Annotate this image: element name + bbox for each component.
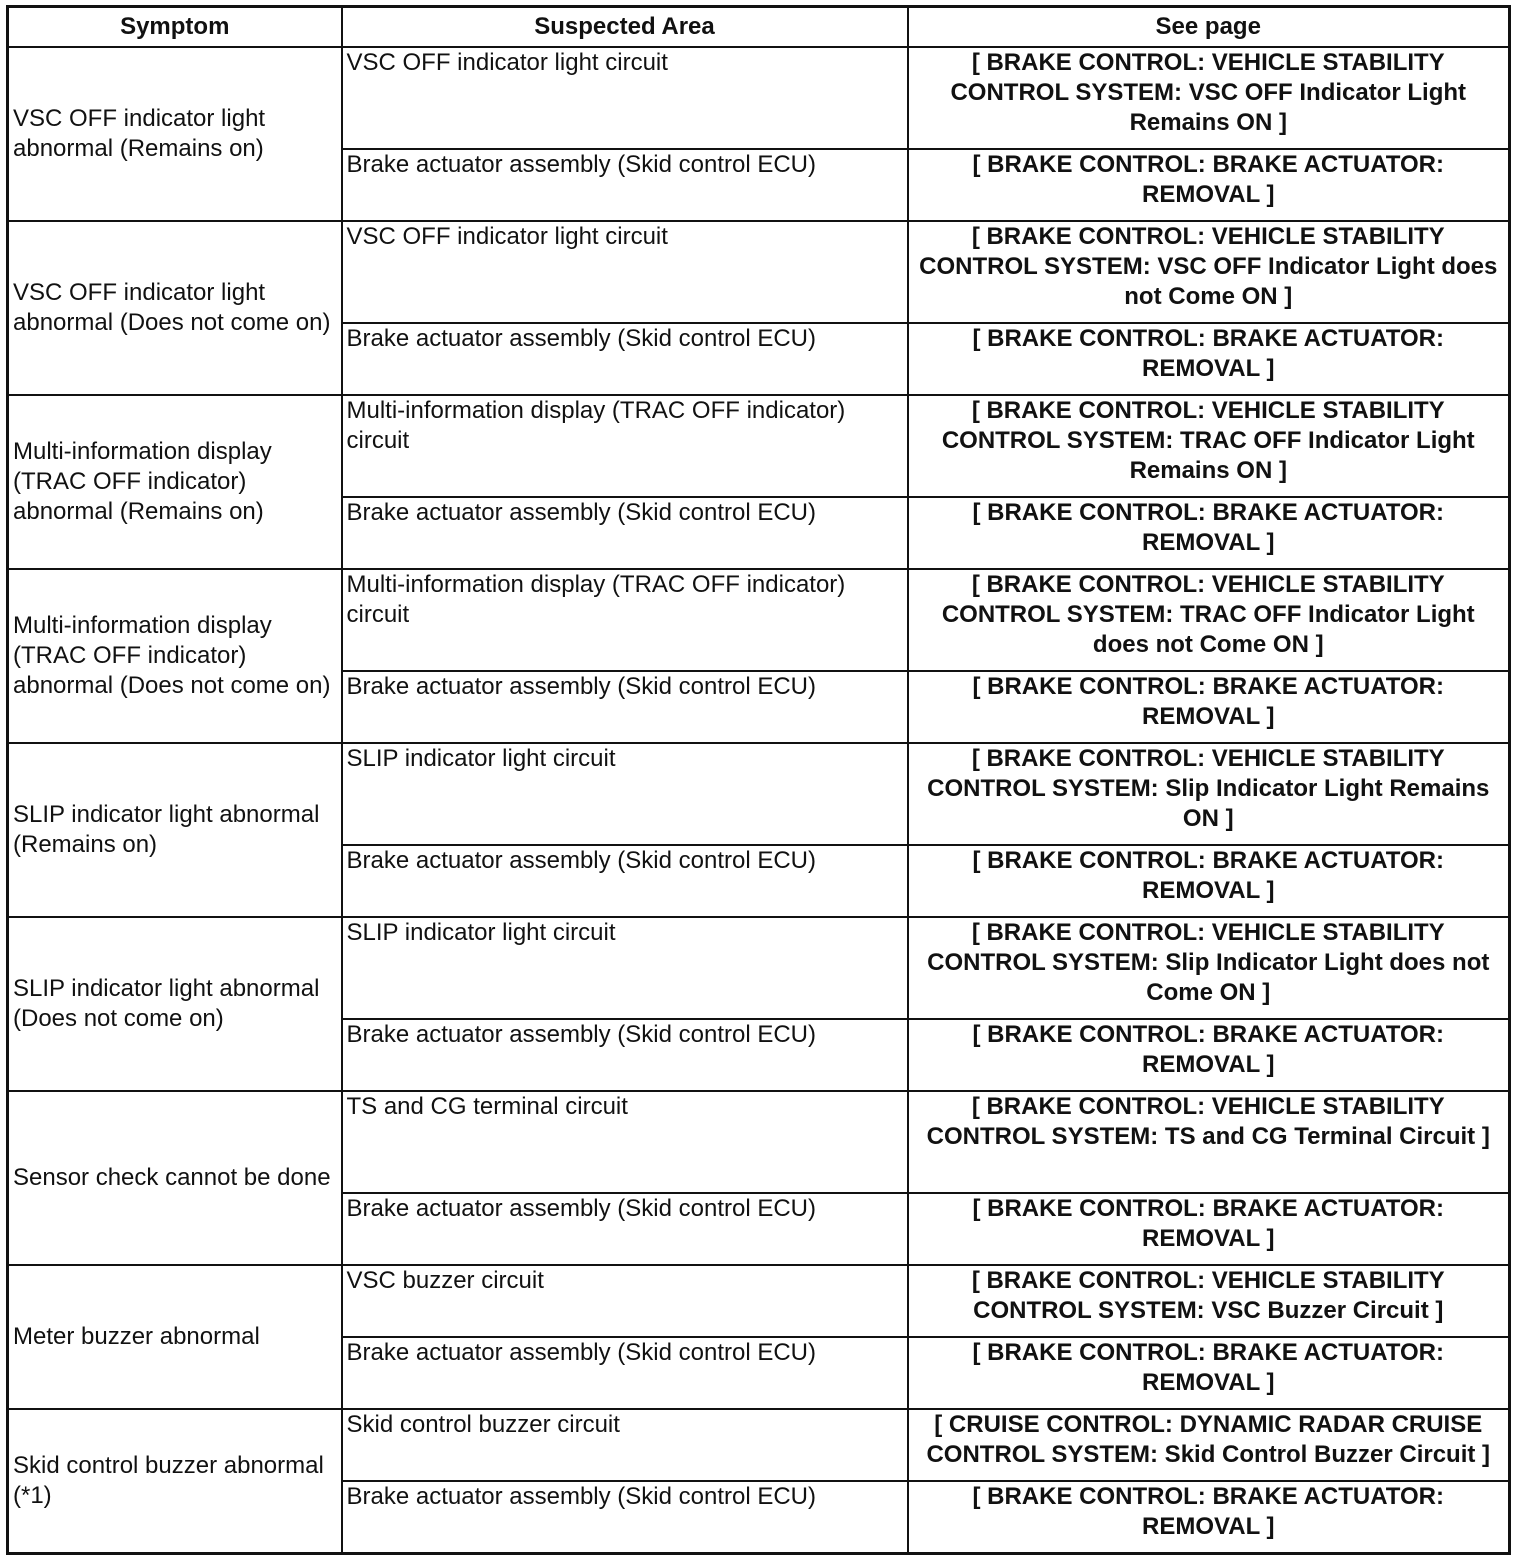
table-row xyxy=(8,47,1510,149)
symptom-cell: Meter buzzer abnormal xyxy=(8,1265,342,1409)
see-page-link[interactable]: [ BRAKE CONTROL: BRAKE ACTUATOR: REMOVAL ] xyxy=(908,497,1510,569)
symptom-table xyxy=(6,5,1511,1555)
table-row xyxy=(8,917,1510,1019)
suspected-area-cell: VSC OFF indicator light circuit xyxy=(342,47,908,149)
see-page-link[interactable]: [ BRAKE CONTROL: BRAKE ACTUATOR: REMOVAL ] xyxy=(908,671,1510,743)
table-row xyxy=(8,1409,1510,1481)
see-page-link[interactable]: [ BRAKE CONTROL: BRAKE ACTUATOR: REMOVAL ] xyxy=(908,1193,1510,1265)
suspected-area-cell: SLIP indicator light circuit xyxy=(342,743,908,845)
suspected-area-cell: Multi-information display (TRAC OFF indicator) circuit xyxy=(342,569,908,671)
see-page-link[interactable]: [ BRAKE CONTROL: VEHICLE STABILITY CONTROL SYSTEM: TRAC OFF Indicator Light Remains ON ] xyxy=(908,395,1510,497)
suspected-area-cell: VSC buzzer circuit xyxy=(342,1265,908,1337)
see-page-link[interactable]: [ BRAKE CONTROL: BRAKE ACTUATOR: REMOVAL ] xyxy=(908,1337,1510,1409)
suspected-area-cell: Brake actuator assembly (Skid control ECU) xyxy=(342,1193,908,1265)
suspected-area-cell: Brake actuator assembly (Skid control ECU) xyxy=(342,497,908,569)
see-page-link[interactable]: [ BRAKE CONTROL: BRAKE ACTUATOR: REMOVAL ] xyxy=(908,1019,1510,1091)
header-symptom: Symptom xyxy=(8,7,342,48)
header-suspected-area: Suspected Area xyxy=(342,7,908,48)
suspected-area-cell: SLIP indicator light circuit xyxy=(342,917,908,1019)
symptom-cell: Multi-information display (TRAC OFF indicator) abnormal (Remains on) xyxy=(8,395,342,569)
header-see-page: See page xyxy=(908,7,1510,48)
see-page-link[interactable]: [ BRAKE CONTROL: VEHICLE STABILITY CONTROL SYSTEM: TS and CG Terminal Circuit ] xyxy=(908,1091,1510,1193)
table-row xyxy=(8,743,1510,845)
symptom-cell: Multi-information display (TRAC OFF indicator) abnormal (Does not come on) xyxy=(8,569,342,743)
table-row xyxy=(8,569,1510,671)
table-row xyxy=(8,1091,1510,1193)
see-page-link[interactable]: [ BRAKE CONTROL: BRAKE ACTUATOR: REMOVAL ] xyxy=(908,1481,1510,1553)
see-page-link[interactable]: [ BRAKE CONTROL: BRAKE ACTUATOR: REMOVAL ] xyxy=(908,149,1510,221)
header-row xyxy=(8,7,1510,48)
see-page-link[interactable]: [ BRAKE CONTROL: BRAKE ACTUATOR: REMOVAL ] xyxy=(908,845,1510,917)
suspected-area-cell: Brake actuator assembly (Skid control ECU) xyxy=(342,149,908,221)
suspected-area-cell: Multi-information display (TRAC OFF indicator) circuit xyxy=(342,395,908,497)
suspected-area-cell: Brake actuator assembly (Skid control ECU) xyxy=(342,1337,908,1409)
suspected-area-cell: Brake actuator assembly (Skid control ECU) xyxy=(342,323,908,395)
suspected-area-cell: TS and CG terminal circuit xyxy=(342,1091,908,1193)
symptom-cell: VSC OFF indicator light abnormal (Remains on) xyxy=(8,47,342,221)
symptom-cell: SLIP indicator light abnormal (Remains on) xyxy=(8,743,342,917)
suspected-area-cell: Brake actuator assembly (Skid control ECU) xyxy=(342,671,908,743)
symptom-cell: SLIP indicator light abnormal (Does not come on) xyxy=(8,917,342,1091)
symptom-cell: Sensor check cannot be done xyxy=(8,1091,342,1265)
see-page-link[interactable]: [ CRUISE CONTROL: DYNAMIC RADAR CRUISE CONTROL SYSTEM: Skid Control Buzzer Circuit ] xyxy=(908,1409,1510,1481)
suspected-area-cell: Brake actuator assembly (Skid control ECU) xyxy=(342,845,908,917)
suspected-area-cell: Skid control buzzer circuit xyxy=(342,1409,908,1481)
suspected-area-cell: VSC OFF indicator light circuit xyxy=(342,221,908,323)
see-page-link[interactable]: [ BRAKE CONTROL: BRAKE ACTUATOR: REMOVAL ] xyxy=(908,323,1510,395)
see-page-link[interactable]: [ BRAKE CONTROL: VEHICLE STABILITY CONTROL SYSTEM: VSC Buzzer Circuit ] xyxy=(908,1265,1510,1337)
table-row xyxy=(8,395,1510,497)
table-row xyxy=(8,221,1510,323)
suspected-area-cell: Brake actuator assembly (Skid control ECU) xyxy=(342,1481,908,1553)
see-page-link[interactable]: [ BRAKE CONTROL: VEHICLE STABILITY CONTROL SYSTEM: TRAC OFF Indicator Light does not Come ON ] xyxy=(908,569,1510,671)
suspected-area-cell: Brake actuator assembly (Skid control ECU) xyxy=(342,1019,908,1091)
see-page-link[interactable]: [ BRAKE CONTROL: VEHICLE STABILITY CONTROL SYSTEM: VSC OFF Indicator Light Remains ON ] xyxy=(908,47,1510,149)
see-page-link[interactable]: [ BRAKE CONTROL: VEHICLE STABILITY CONTROL SYSTEM: VSC OFF Indicator Light does not Come ON ] xyxy=(908,221,1510,323)
table-row xyxy=(8,1265,1510,1337)
symptom-cell: VSC OFF indicator light abnormal (Does not come on) xyxy=(8,221,342,395)
see-page-link[interactable]: [ BRAKE CONTROL: VEHICLE STABILITY CONTROL SYSTEM: Slip Indicator Light Remains ON ] xyxy=(908,743,1510,845)
symptom-cell: Skid control buzzer abnormal (*1) xyxy=(8,1409,342,1553)
see-page-link[interactable]: [ BRAKE CONTROL: VEHICLE STABILITY CONTROL SYSTEM: Slip Indicator Light does not Come ON ] xyxy=(908,917,1510,1019)
